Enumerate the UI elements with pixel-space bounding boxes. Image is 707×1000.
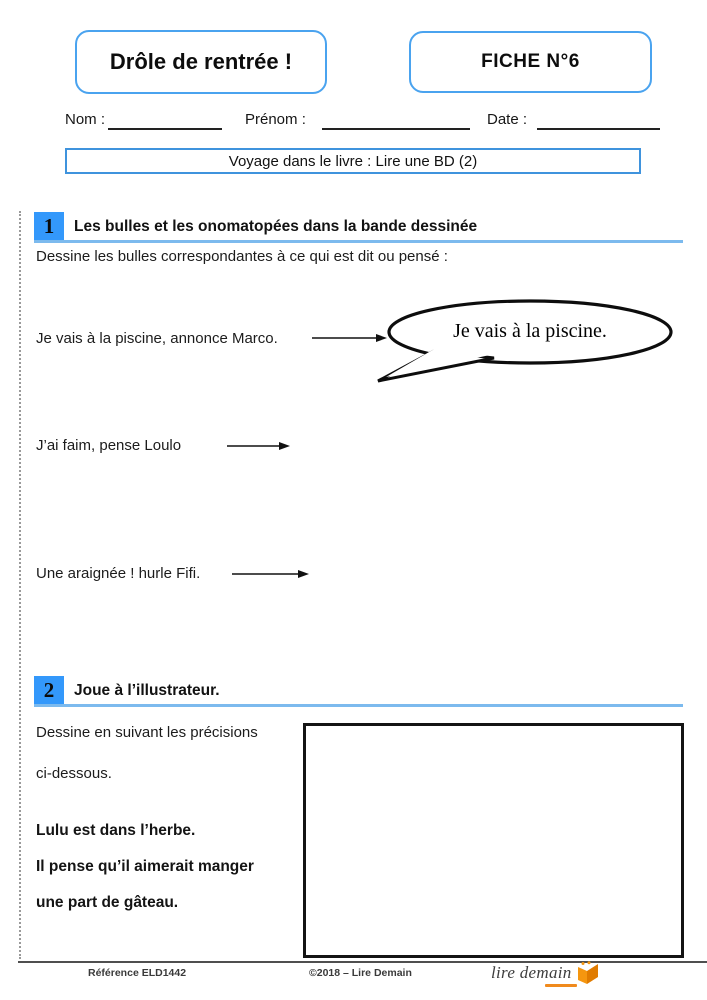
publisher-logo-text: lire demain — [491, 963, 572, 982]
footer-divider — [18, 961, 707, 963]
title-box — [75, 30, 327, 94]
drawing-area-box — [303, 723, 684, 958]
prenom-blank-line — [322, 128, 470, 130]
section1-underline — [34, 240, 683, 243]
fiche-number: FICHE N°6 — [481, 51, 580, 72]
open-book-icon — [575, 961, 601, 985]
footer-copyright: ©2018 – Lire Demain — [309, 967, 412, 979]
speech-prompt-1: Je vais à la piscine, annonce Marco. — [36, 330, 278, 347]
section1-number: 1 — [43, 213, 55, 238]
date-blank-line — [537, 128, 660, 130]
arrow-right-icon — [226, 438, 290, 454]
worksheet-title: Drôle de rentrée ! — [109, 49, 293, 74]
section1-title: Les bulles et les onomatopées dans la bande dessinée — [74, 218, 478, 235]
section2-underline — [34, 704, 683, 707]
margin-dotted-line — [19, 211, 21, 959]
logo-tagline — [545, 984, 577, 987]
section2-instruction-line1: Dessine en suivant les précisions — [36, 724, 258, 741]
section2-title: Joue à l’illustrateur. — [74, 682, 220, 699]
section2-instruction-line2: ci-dessous. — [36, 765, 112, 782]
section1-number-badge — [34, 212, 64, 240]
speech-prompt-3: Une araignée ! hurle Fifi. — [36, 565, 201, 582]
section1-instruction: Dessine les bulles correspondantes à ce qui est dit ou pensé : — [36, 248, 448, 265]
arrow-right-icon — [231, 566, 309, 582]
nom-blank-line — [108, 128, 222, 130]
drawing-clue-line3: une part de gâteau. — [36, 894, 179, 911]
nom-label: Nom : — [65, 111, 106, 128]
speech-prompt-2: J’ai faim, pense Loulo — [36, 437, 182, 454]
section2-number: 2 — [43, 677, 55, 702]
lesson-banner — [65, 148, 641, 174]
date-label: Date : — [487, 111, 528, 128]
lesson-banner-text: Voyage dans le livre : Lire une BD (2) — [228, 152, 478, 170]
fiche-number-box — [409, 31, 652, 93]
section2-number-badge — [34, 676, 64, 704]
drawing-clue-line2: Il pense qu’il aimerait manger — [36, 858, 254, 875]
prenom-label: Prénom : — [245, 111, 306, 128]
footer-reference: Référence ELD1442 — [88, 967, 187, 979]
speech-bubble-text: Je vais à la piscine. — [453, 320, 607, 342]
speech-bubble — [372, 297, 688, 389]
drawing-clue-line1: Lulu est dans l’herbe. — [36, 822, 196, 839]
